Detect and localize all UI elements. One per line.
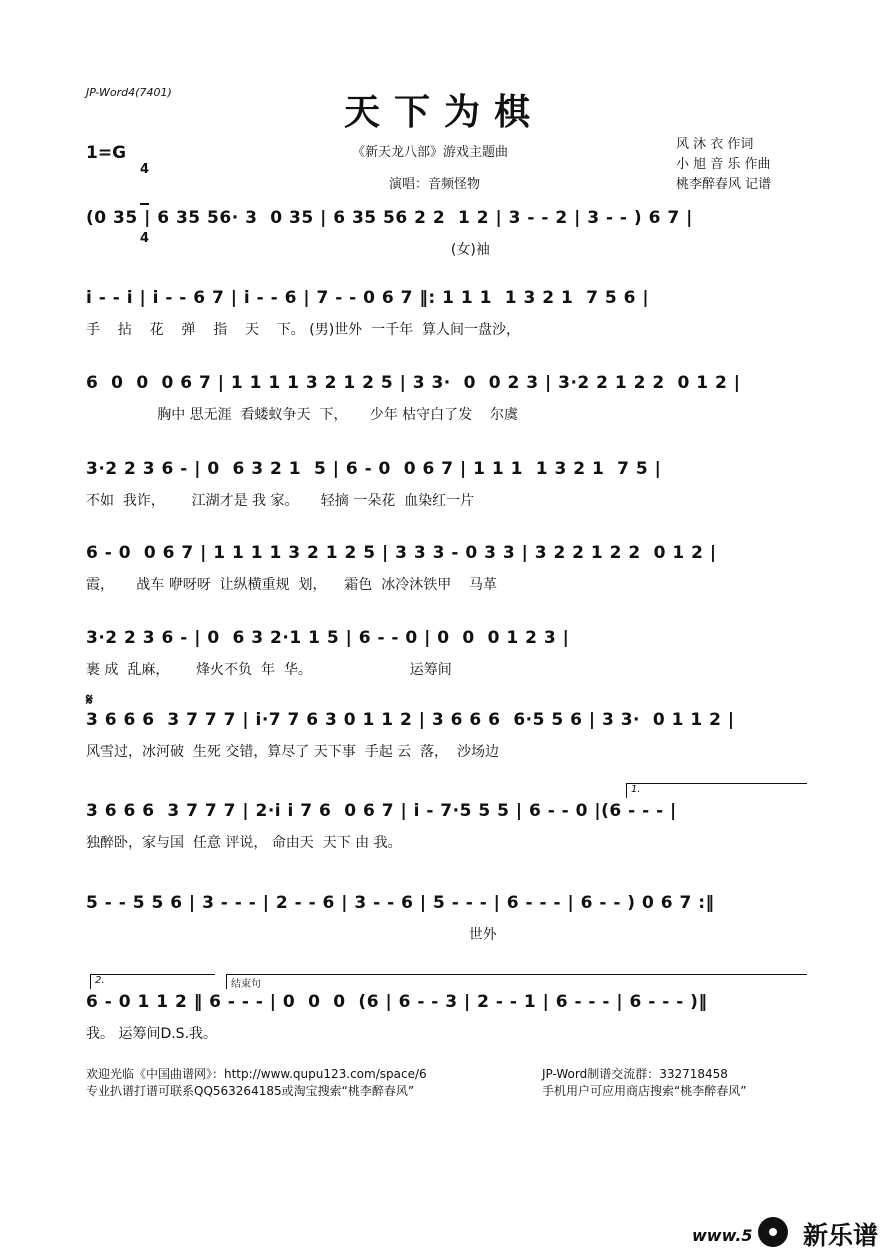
time-top: 4 <box>140 162 150 177</box>
coda-label: 结束句 <box>226 974 807 989</box>
notes: 3 6 6 6 3 7 7 7 | i·7 7 6 3 0 1 1 2 | 3 6 6 6 6·5 5 6 | 3 3· 0 1 1 2 | <box>86 710 735 730</box>
key-signature: 1=G <box>86 143 127 163</box>
notes: i - - i | i - - 6 7 | i - - 6 | 7 - - 0 6 7 ‖: 1 1 1 1 3 2 1 7 5 6 | <box>86 288 650 308</box>
lyrics: (女)袖 <box>86 242 490 258</box>
notes: 6 - 0 1 1 2 ‖ 6 - - - | 0 0 0 (6 | 6 - - 3 | 2 - - 1 | 6 - - - | 6 - - - )‖ <box>86 992 708 1012</box>
notes: 5 - - 5 5 6 | 3 - - - | 2 - - 6 | 3 - - 6 | 5 - - - | 6 - - - | 6 - - ) 0 6 7 :‖ <box>86 893 715 913</box>
lyrics: 裹 成 乱麻， 烽火不负 年 华。 运筹间 <box>86 662 452 678</box>
notes: 6 - 0 0 6 7 | 1 1 1 1 3 2 1 2 5 | 3 3 3 - 0 3 3 | 3 2 2 1 2 2 0 1 2 | <box>86 543 717 563</box>
lyrics: 不如 我诈， 江湖才是 我 家。 轻摘 一朵花 血染红一片 <box>86 493 475 509</box>
lyricist: 风 沐 衣 作词 <box>676 137 754 152</box>
lyrics: 手 拈 花 弹 指 天 下。 (男)世外 一千年 算人间一盘沙， <box>86 322 520 338</box>
transcriber: 桃李醉春风 记谱 <box>676 177 772 192</box>
record-logo-icon <box>758 1217 788 1247</box>
footer-group: JP-Word制谱交流群：332718458 <box>542 1067 728 1081</box>
song-title: 天下为棋 <box>343 91 544 133</box>
watermark-url: www.5 <box>692 1226 753 1245</box>
segno-mark: 𝄋 <box>86 690 93 709</box>
composer: 小 旭 音 乐 作曲 <box>676 157 771 172</box>
lyrics: 独醉卧，家与国 任意 评说， 命由天 天下 由 我。 <box>86 835 402 851</box>
lyrics: 风雪过，冰河破 生死 交错，算尽了 天下事 手起 云 落， 沙场边 <box>86 744 499 760</box>
watermark-brand: 新乐谱 <box>802 1221 878 1250</box>
lyrics: 霞， 战车 咿呀呀 让纵横重规 划， 霜色 冰冷沐铁甲 马革 <box>86 577 498 593</box>
notes: 3·2 2 3 6 - | 0 6 3 2·1 1 5 | 6 - - 0 | 0 0 0 1 2 3 | <box>86 628 570 648</box>
footer-contact: 专业扒谱打谱可联系QQ563264185或淘宝搜索“桃李醉春风” <box>86 1084 415 1098</box>
lyrics: 胸中 思无涯 看蝼蚁争天 下， 少年 枯守白了发 尔虞 <box>86 407 518 423</box>
footer-site: 欢迎光临《中国曲谱网》：http://www.qupu123.com/space/6 <box>86 1067 427 1081</box>
lyrics: 世外 <box>86 927 497 943</box>
source-label: JP-Word4(7401) <box>86 86 172 99</box>
singer: 演唱：音频怪物 <box>389 177 481 192</box>
subtitle: 《新天龙八部》游戏主题曲 <box>352 145 509 160</box>
notes: (0 35 | 6 35 56· 3 0 35 | 6 35 56 2 2 1 2 | 3 - - 2 | 3 - - ) 6 7 | <box>86 208 693 228</box>
volta-1: 1. <box>626 783 807 798</box>
notes: 3 6 6 6 3 7 7 7 | 2·i i 7 6 0 6 7 | i - 7·5 5 5 | 6 - - 0 |(6 - - - | <box>86 801 677 821</box>
footer-mobile: 手机用户可应用商店搜索“桃李醉春风” <box>542 1084 747 1098</box>
notes: 6 0 0 0 6 7 | 1 1 1 1 3 2 1 2 5 | 3 3· 0 0 2 3 | 3·2 2 1 2 2 0 1 2 | <box>86 373 741 393</box>
volta-2: 2. <box>90 974 215 989</box>
notes: 3·2 2 3 6 - | 0 6 3 2 1 5 | 6 - 0 0 6 7 | 1 1 1 1 3 2 1 7 5 | <box>86 459 662 479</box>
lyrics: 我。 运筹间D.S.我。 <box>86 1026 218 1042</box>
time-bottom: 4 <box>140 231 150 246</box>
